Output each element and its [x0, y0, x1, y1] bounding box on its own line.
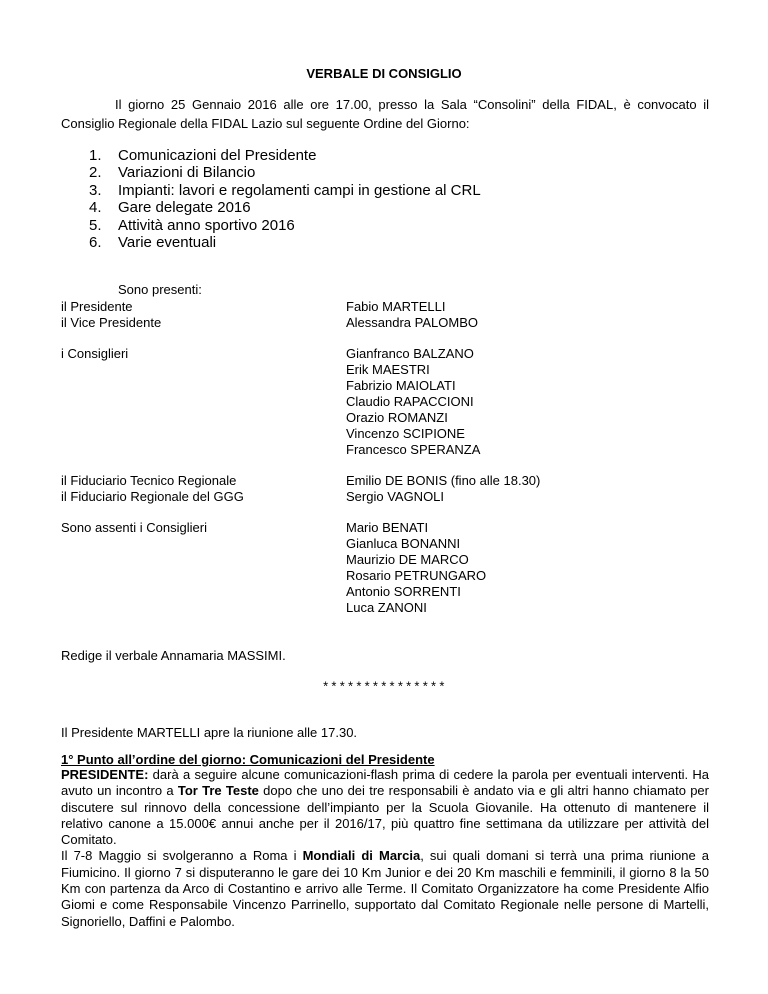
- paragraph: [61, 848, 709, 929]
- attendance-names: [346, 473, 666, 505]
- attendance-roles: [61, 299, 321, 331]
- text-run: , sui quali domani si terrà una prima riunione a Fiumicino. Il giorno 7 si disputeranno le gare dei 10 Km Junior e dei 20 Km maschili e femminili, il giorno 8 la 50 Km con partenza da Arco di Costantino e arrivo alle Terme. Il Comitato Organizzatore ha come Presidente Alfio Giomi e come Responsabile Vincenzo Parrinello, supportato dal Comitato Regionale nelle persone di Martelli, Signoriello, Daffini e Palombo.: [61, 848, 710, 929]
- agenda-number: 3.: [89, 181, 102, 199]
- agenda-item: [89, 217, 481, 234]
- text-run: Il 7-8 Maggio si svolgeranno a Roma i: [61, 848, 303, 864]
- person-name: Antonio SORRENTI: [346, 584, 461, 599]
- role: il Presidente: [61, 299, 133, 314]
- person-name: Orazio ROMANZI: [346, 410, 448, 425]
- person-name: Fabio MARTELLI: [346, 299, 446, 314]
- person-name: Erik MAESTRI: [346, 362, 430, 377]
- person-name: Mario BENATI: [346, 520, 429, 535]
- role: il Fiduciario Regionale del GGG: [61, 489, 244, 504]
- person-name: Francesco SPERANZA: [346, 442, 481, 457]
- agenda-text: Variazioni di Bilancio: [118, 164, 256, 182]
- person-name: Fabrizio MAIOLATI: [346, 378, 456, 393]
- person-name: Rosario PETRUNGARO: [346, 568, 487, 583]
- person-name: Gianfranco BALZANO: [346, 346, 474, 361]
- agenda-list: [89, 147, 481, 251]
- attendance-roles: [61, 473, 321, 505]
- person-name: Alessandra PALOMBO: [346, 315, 478, 330]
- agenda-item: [89, 147, 481, 164]
- agenda-item: [89, 234, 481, 251]
- agenda-number: 2.: [89, 164, 102, 182]
- agenda-number: 5.: [89, 216, 102, 234]
- person-name: Emilio DE BONIS (fino alle 18.30): [346, 473, 541, 488]
- person-name: Sergio VAGNOLI: [346, 489, 445, 504]
- role: il Vice Presidente: [61, 315, 162, 330]
- person-name: Luca ZANONI: [346, 600, 427, 615]
- section-body: [61, 767, 709, 930]
- separator: ***************: [321, 680, 447, 695]
- redige-line: Redige il verbale Annamaria MASSIMI.: [61, 648, 286, 663]
- attendance-names: [346, 346, 666, 458]
- role: il Fiduciario Tecnico Regionale: [61, 473, 237, 488]
- attendance-roles: [61, 520, 321, 536]
- agenda-text: Varie eventuali: [118, 234, 217, 252]
- agenda-text: Attività anno sportivo 2016: [118, 216, 295, 234]
- agenda-number: 6.: [89, 234, 102, 252]
- role: i Consiglieri: [61, 346, 129, 361]
- document-title: VERBALE DI CONSIGLIO: [306, 66, 462, 81]
- agenda-text: Gare delegate 2016: [118, 199, 251, 217]
- agenda-number: 1.: [89, 147, 102, 164]
- person-name: Maurizio DE MARCO: [346, 552, 469, 567]
- intro-text: Il giorno 25 Gennaio 2016 alle ore 17.00, presso la Sala “Consolini” della FIDAL, è convocato il Consiglio Regionale della FIDAL Lazio sul seguente Ordine del Giorno:: [61, 97, 709, 131]
- role: Sono assenti i Consiglieri: [61, 520, 207, 535]
- agenda-item: [89, 199, 481, 216]
- speaker-label: PRESIDENTE:: [61, 767, 149, 782]
- person-name: Gianluca BONANNI: [346, 536, 461, 551]
- attendance-roles: [61, 346, 321, 362]
- person-name: Vincenzo SCIPIONE: [346, 426, 465, 441]
- agenda-item: [89, 164, 481, 181]
- presenti-label: Sono presenti:: [118, 282, 202, 297]
- agenda-item: [89, 182, 481, 199]
- opening-line: Il Presidente MARTELLI apre la riunione alle 17.30.: [61, 725, 358, 740]
- section-heading: 1° Punto all’ordine del giorno: Comunicazioni del Presidente: [61, 752, 435, 767]
- agenda-number: 4.: [89, 199, 102, 217]
- bold-term: Mondiali di Marcia: [302, 848, 421, 864]
- attendance-names: [346, 299, 666, 331]
- paragraph: [61, 767, 709, 848]
- agenda-text: Impianti: lavori e regolamenti campi in gestione al CRL: [118, 181, 481, 199]
- bold-term: Tor Tre Teste: [177, 783, 259, 799]
- text-run: darà a seguire alcune comunicazioni-flash prima di cedere la parola per eventuali interventi. Ha avuto un incontro a: [61, 767, 709, 799]
- attendance-names: [346, 520, 666, 616]
- text-run: dopo che uno dei tre responsabili è andato via e gli altri hanno chiamato per discutere sul rinnovo della concessione dell’impianto per la Scuola Giovanile. Ha ottenuto di mantenere il relativo canone a 15.000€ annui anche per il 2016/17, più quattro fine settimana da utilizzare per attività del Comitato.: [61, 783, 709, 848]
- agenda-text: Comunicazioni del Presidente: [118, 147, 317, 164]
- intro-paragraph: [61, 95, 709, 133]
- person-name: Claudio RAPACCIONI: [346, 394, 474, 409]
